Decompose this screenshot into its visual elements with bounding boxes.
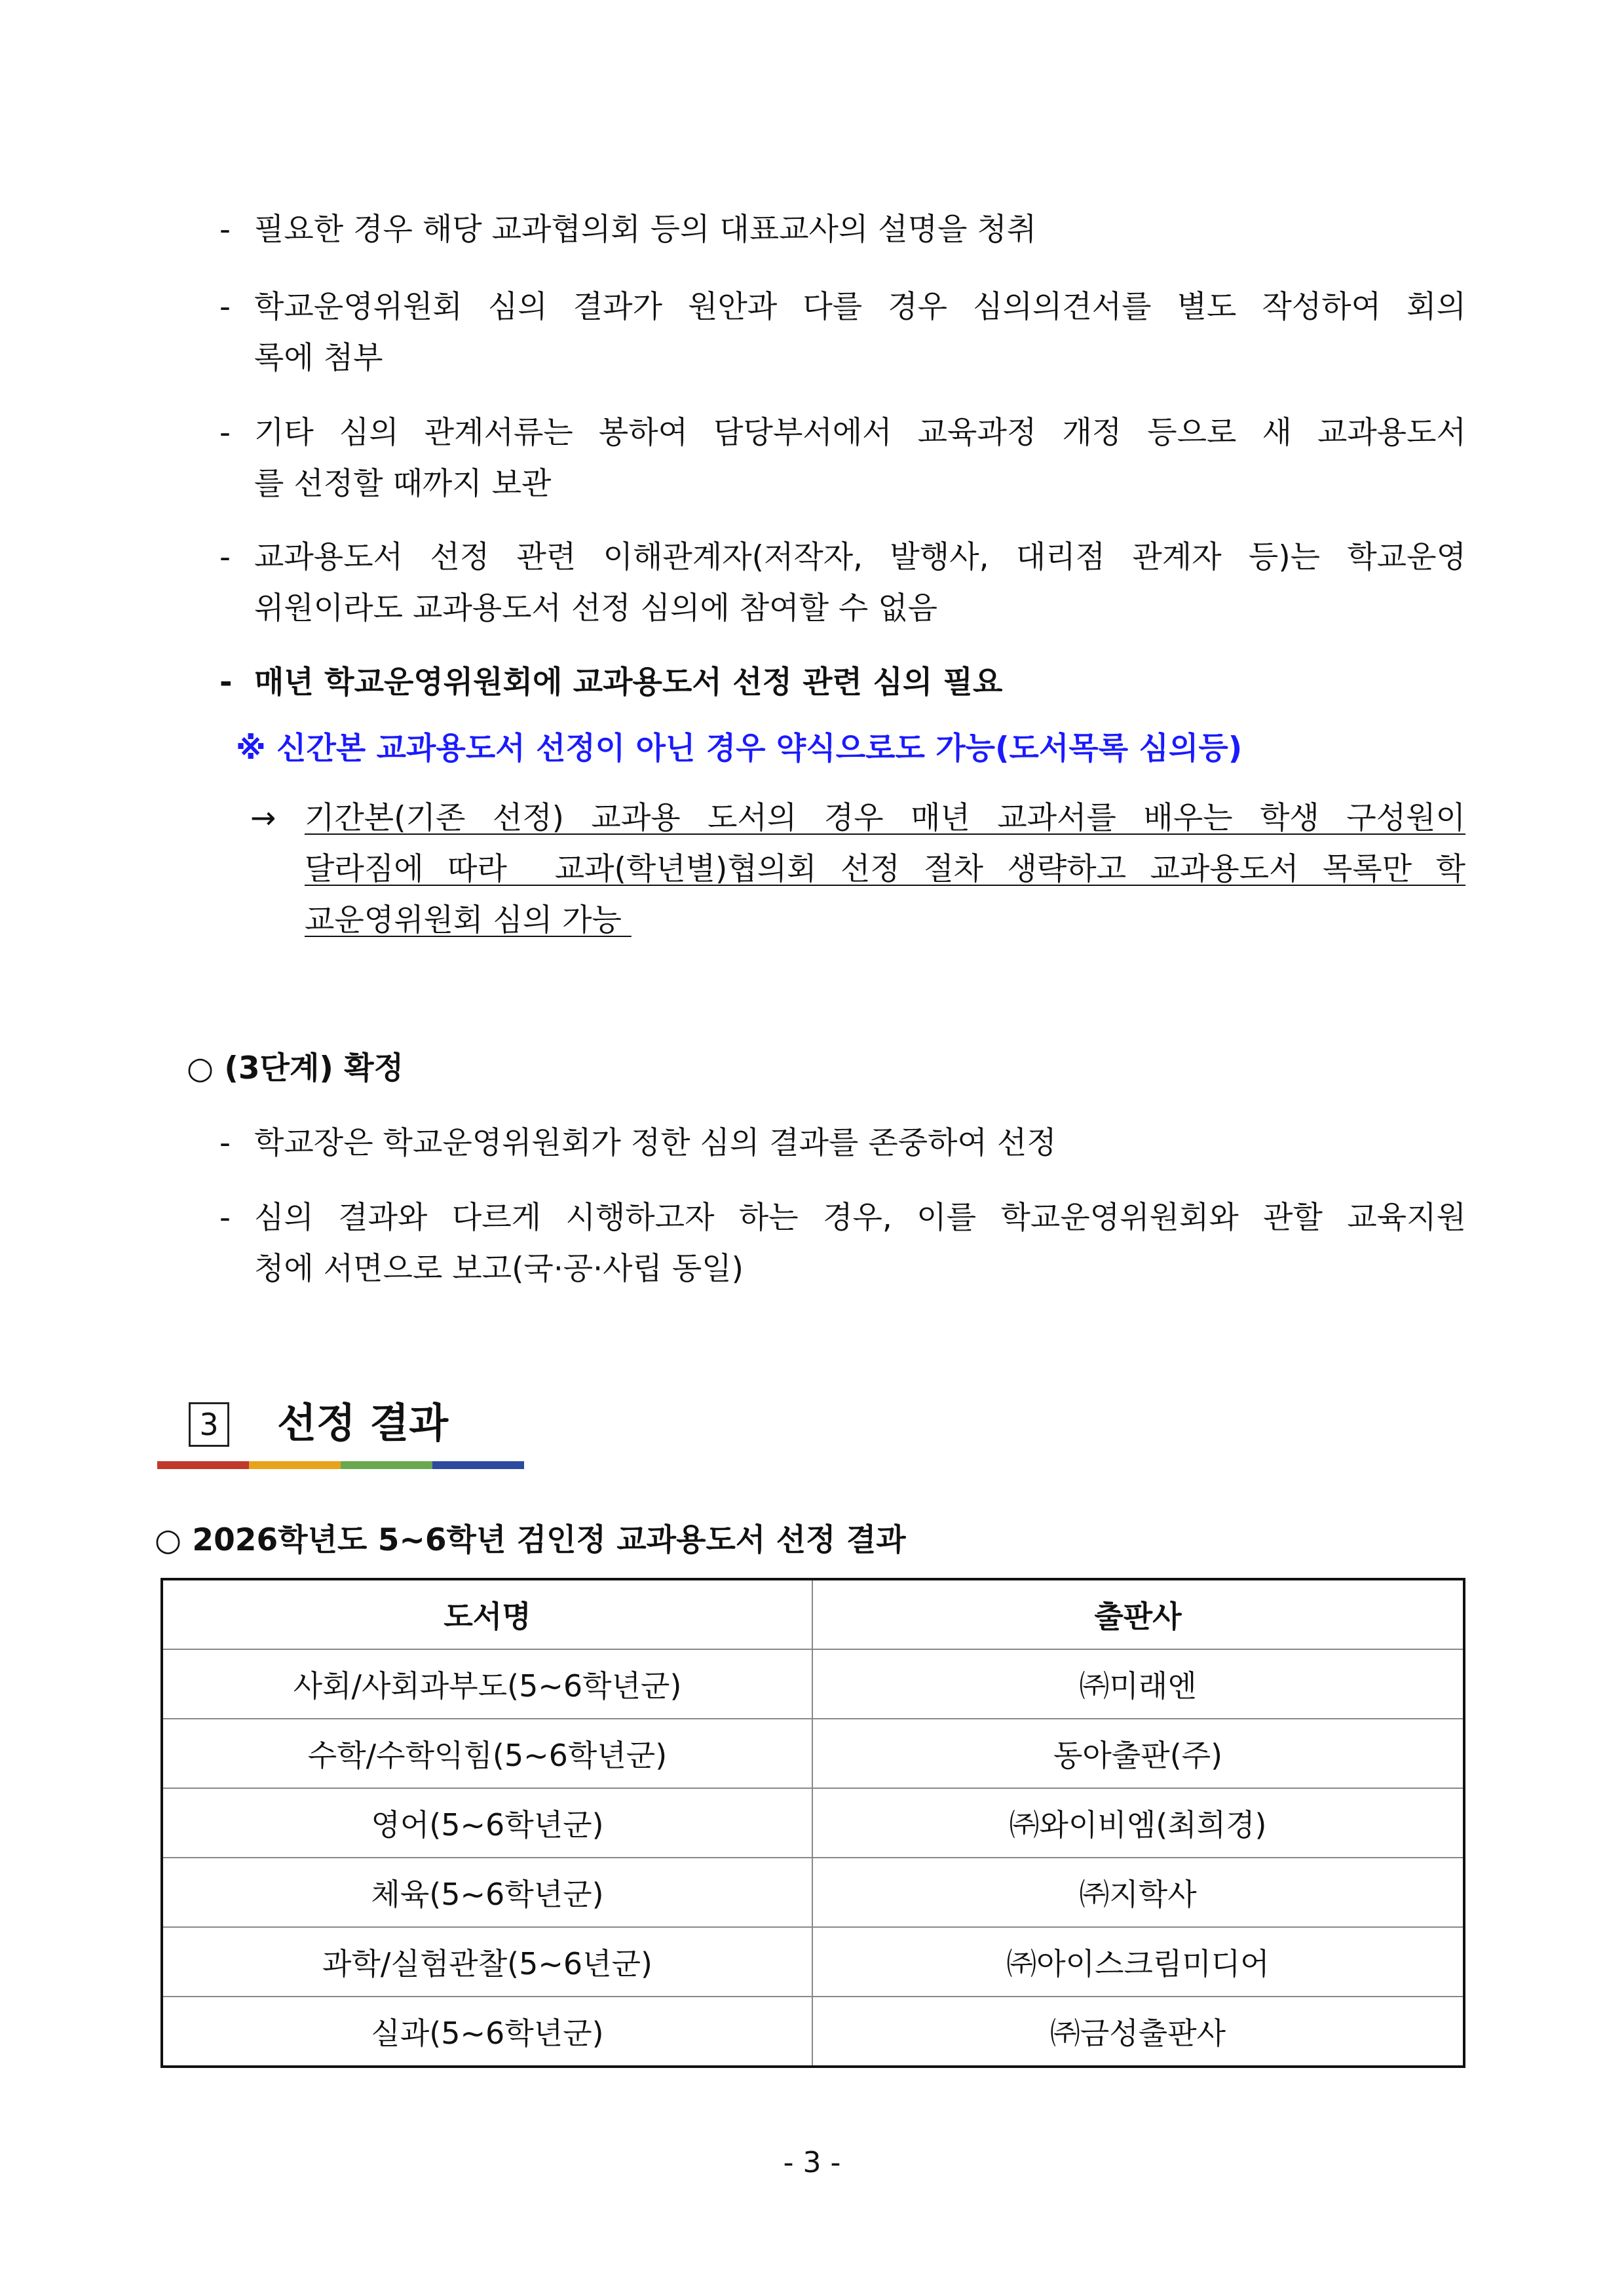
bullet-text-line: 청에 서면으로 보고(국·공·사립 동일) [254, 1251, 744, 1287]
header-book-name: 도서명 [162, 1579, 812, 1649]
page-number: - 3 - [783, 2146, 841, 2179]
book-name-cell: 실과(5~6학년군) [162, 1997, 812, 2067]
bullet-text: 필요한 경우 해당 교과협의회 등의 대표교사의 설명을 청취 [254, 212, 1037, 248]
textbook-table [161, 1578, 1465, 2068]
bullet-text-line: 를 선정할 때까지 보관 [254, 466, 552, 502]
section-title: 선정 결과 [277, 1399, 449, 1447]
bullet-text-line: 학교운영위원회 심의 결과가 원안과 다를 경우 심의의견서를 별도 작성하여 회의 [254, 289, 1466, 325]
arrow-text-line: 기간본(기존 선정) 교과용 도서의 경우 매년 교과서를 배우는 학생 구성원이 [305, 800, 1465, 836]
table-row [162, 1719, 1464, 1788]
table-row [162, 1788, 1464, 1858]
book-name-cell: 영어(5~6학년군) [162, 1788, 812, 1858]
rainbow-segment [249, 1461, 341, 1469]
table-row [162, 1997, 1464, 2067]
bullet-text-line: 위원이라도 교과용도서 선정 심의에 참여할 수 없음 [254, 590, 938, 626]
bullet-text: 매년 학교운영위원회에 교과용도서 선정 관련 심의 필요 [254, 664, 1003, 700]
publisher-cell: ㈜금성출판사 [812, 1997, 1464, 2067]
bullet-text-line: 록에 첨부 [254, 340, 383, 376]
bullet-marker: - [219, 1200, 231, 1236]
book-name-cell: 체육(5~6학년군) [162, 1858, 812, 1927]
table-row [162, 1858, 1464, 1927]
publisher-cell: ㈜아이스크림미디어 [812, 1927, 1464, 1997]
bullet-marker: - [219, 415, 231, 451]
publisher-cell: ㈜미래엔 [812, 1649, 1464, 1719]
bullet-text-line: 기타 심의 관계서류는 봉하여 담당부서에서 교육과정 개정 등으로 새 교과용도서 [254, 415, 1466, 451]
publisher-cell: 동아출판(주) [812, 1719, 1464, 1788]
bullet-marker: - [219, 1125, 231, 1161]
bullet-marker: - [219, 289, 231, 325]
arrow-text-line: 달라짐에 따라 교과(학년별)협의회 선정 절차 생략하고 교과용도서 목록만 학 [305, 851, 1465, 887]
result-heading: ○ 2026학년도 5~6학년 검인정 교과용도서 선정 결과 [155, 1522, 906, 1558]
section-number: 3 [189, 1402, 229, 1447]
bullet-marker: - [219, 539, 231, 575]
note-text: ※ 신간본 교과용도서 선정이 아닌 경우 약식으로도 가능(도서목록 심의등) [236, 731, 1243, 767]
bullet-marker: - [219, 664, 233, 700]
table-row [162, 1927, 1464, 1997]
bullet-text-line: 교과용도서 선정 관련 이해관계자(저작자, 발행사, 대리점 관계자 등)는 학교운영 [254, 539, 1466, 575]
bullet-text: 학교장은 학교운영위원회가 정한 심의 결과를 존중하여 선정 [254, 1125, 1057, 1161]
bullet-text-line: 심의 결과와 다르게 시행하고자 하는 경우, 이를 학교운영위원회와 관할 교육지원 [254, 1200, 1466, 1236]
table-header-row [162, 1579, 1464, 1649]
book-name-cell: 과학/실험관찰(5~6년군) [162, 1927, 812, 1997]
rainbow-segment [432, 1461, 524, 1469]
book-name-cell: 사회/사회과부도(5~6학년군) [162, 1649, 812, 1719]
publisher-cell: ㈜와이비엠(최희경) [812, 1788, 1464, 1858]
book-name-cell: 수학/수학익힘(5~6학년군) [162, 1719, 812, 1788]
header-publisher: 출판사 [812, 1579, 1464, 1649]
publisher-cell: ㈜지학사 [812, 1858, 1464, 1927]
table-row [162, 1649, 1464, 1719]
rainbow-segment [341, 1461, 432, 1469]
arrow-text-line: 교운영위원회 심의 가능 [305, 902, 632, 938]
section-rainbow-bar [157, 1461, 524, 1469]
arrow-icon: → [250, 800, 276, 836]
rainbow-segment [157, 1461, 249, 1469]
bullet-marker: - [219, 212, 231, 248]
step3-heading: ○ (3단계) 확정 [187, 1050, 404, 1086]
